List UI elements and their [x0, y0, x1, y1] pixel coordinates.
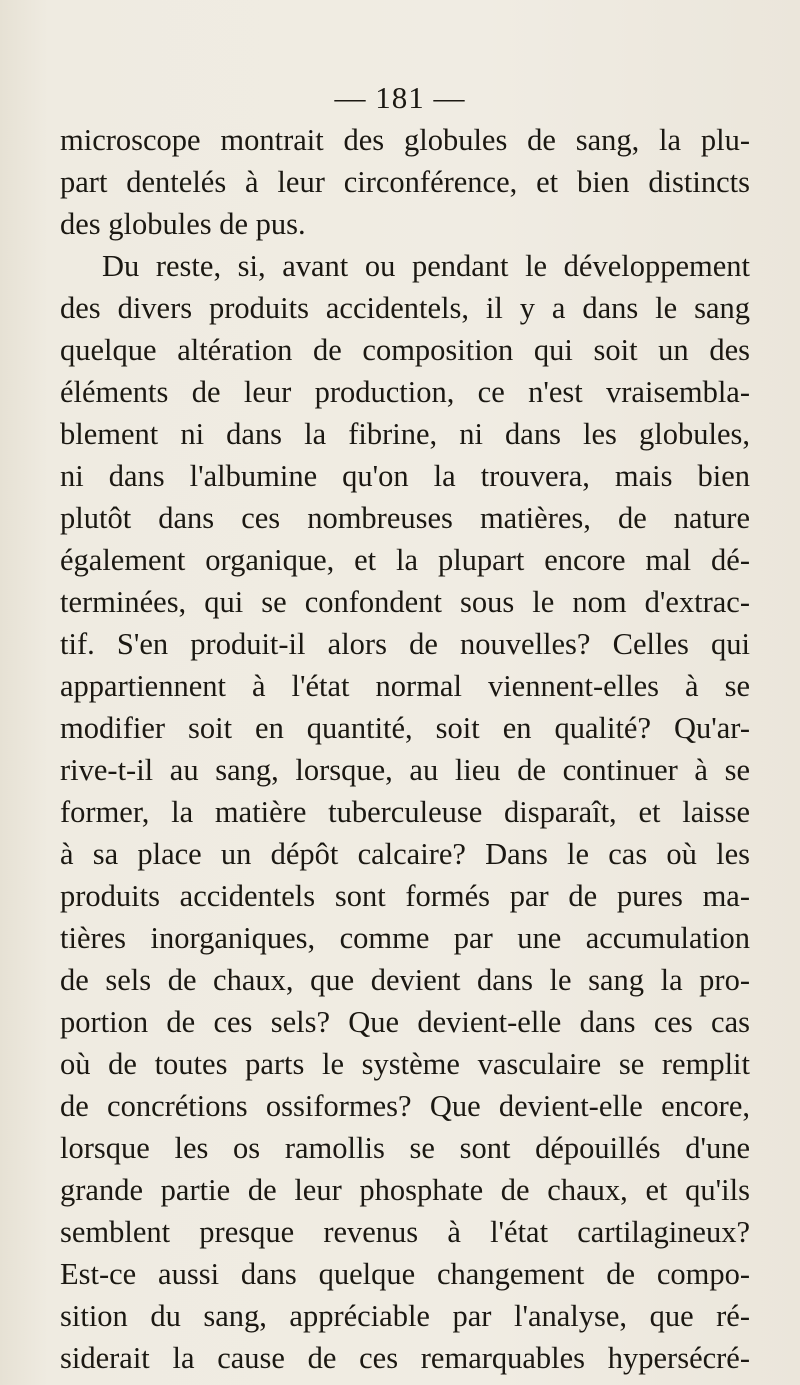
text-line: former, la matière tuberculeuse disparaît, et laisse	[60, 795, 750, 829]
text-line: à sa place un dépôt calcaire? Dans le cas où les	[60, 837, 750, 871]
text-line: éléments de leur production, ce n'est vraisembla-	[60, 375, 750, 409]
text-line: de concrétions ossiformes? Que devient-elle encore,	[60, 1089, 750, 1123]
text-line: produits accidentels sont formés par de pures ma-	[60, 879, 750, 913]
text-line: Du reste, si, avant ou pendant le développement	[102, 249, 750, 283]
text-line: portion de ces sels? Que devient-elle dans ces cas	[60, 1005, 750, 1039]
page-number-header: — 181 —	[334, 80, 466, 115]
text-line: appartiennent à l'état normal viennent-elles à se	[60, 669, 750, 703]
text-line: ni dans l'albumine qu'on la trouvera, mais bien	[60, 459, 750, 493]
text-line: plutôt dans ces nombreuses matières, de nature	[60, 501, 750, 535]
text-line: tières inorganiques, comme par une accumulation	[60, 921, 750, 955]
text-line: Est-ce aussi dans quelque changement de compo-	[60, 1257, 750, 1291]
text-line: tif. S'en produit-il alors de nouvelles? Celles qui	[60, 627, 750, 661]
text-line: part dentelés à leur circonférence, et bien distincts	[60, 165, 750, 199]
text-line: quelque altération de composition qui soit un des	[60, 333, 750, 367]
text-line: semblent presque revenus à l'état cartilagineux?	[60, 1215, 750, 1249]
text-line: siderait la cause de ces remarquables hypersécré-	[60, 1341, 750, 1375]
text-line: des divers produits accidentels, il y a dans le sang	[60, 291, 750, 325]
text-line: grande partie de leur phosphate de chaux, et qu'ils	[60, 1173, 750, 1207]
text-line: blement ni dans la fibrine, ni dans les globules,	[60, 417, 750, 451]
text-line: des globules de pus.	[60, 207, 306, 241]
text-line: lorsque les os ramollis se sont dépouillés d'une	[60, 1131, 750, 1165]
text-line: où de toutes parts le système vasculaire se remplit	[60, 1047, 750, 1081]
text-line: microscope montrait des globules de sang, la plu-	[60, 123, 750, 157]
text-line: également organique, et la plupart encore mal dé-	[60, 543, 750, 577]
text-line: modifier soit en quantité, soit en qualité? Qu'ar-	[60, 711, 750, 745]
text-line: terminées, qui se confondent sous le nom d'extrac-	[60, 585, 750, 619]
text-line: de sels de chaux, que devient dans le sang la pro-	[60, 963, 750, 997]
text-line: sition du sang, appréciable par l'analyse, que ré-	[60, 1299, 750, 1333]
text-line: rive-t-il au sang, lorsque, au lieu de continuer à se	[60, 753, 750, 787]
